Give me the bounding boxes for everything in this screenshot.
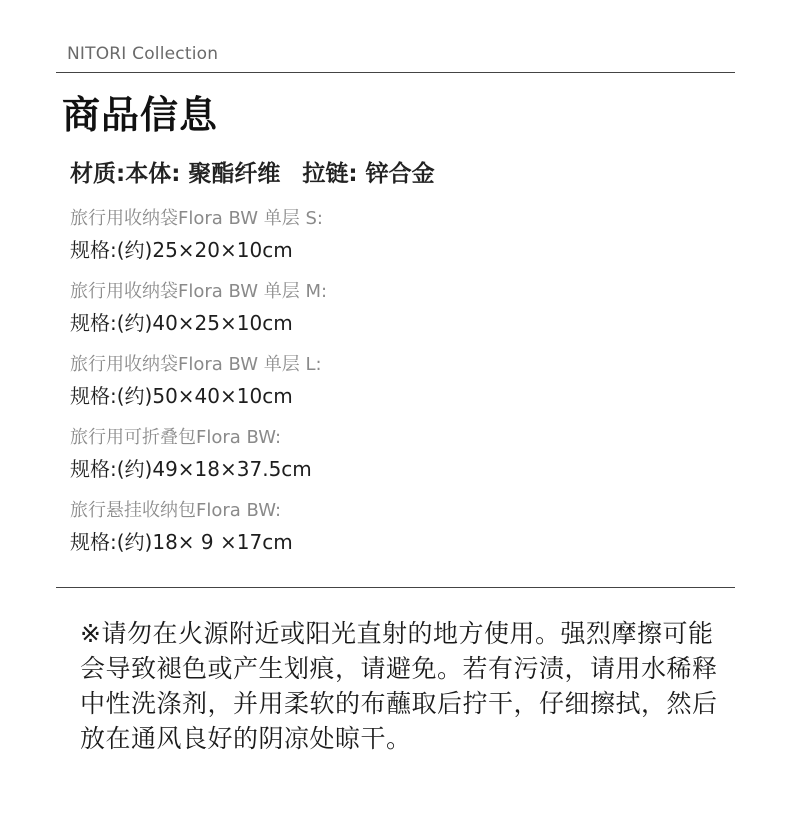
product-item <box>70 278 327 351</box>
section-divider <box>56 587 735 588</box>
product-spec: 规格:(约)49×18×37.5cm <box>70 457 312 481</box>
product-spec: 规格:(约)18× 9 ×17cm <box>70 530 293 554</box>
material-zipper: 拉链: 锌合金 <box>302 161 435 187</box>
brand-name: NITORI Collection <box>67 44 219 64</box>
product-name: 旅行悬挂收纳包Flora BW: <box>70 500 282 521</box>
product-spec: 规格:(约)50×40×10cm <box>70 384 293 408</box>
product-item <box>70 205 327 278</box>
material-body: 材质:本体: 聚酯纤维 <box>70 161 281 187</box>
page-title: 商品信息 <box>62 93 219 137</box>
product-list <box>70 205 327 570</box>
material-line <box>70 155 435 188</box>
product-spec: 规格:(约)25×20×10cm <box>70 238 293 262</box>
product-item <box>70 424 327 497</box>
care-notice: ※请勿在火源附近或阳光直射的地方使用。强烈摩擦可能会导致褪色或产生划痕，请避免。若有污渍，请用水稀释中性洗涤剂，并用柔软的布蘸取后拧干，仔细擦拭，然后放在通风良好的阴凉处晾干。 <box>80 619 718 753</box>
product-item <box>70 497 327 570</box>
product-name: 旅行用收纳袋Flora BW 单层 S: <box>70 208 323 229</box>
product-spec: 规格:(约)40×25×10cm <box>70 311 293 335</box>
product-name: 旅行用可折叠包Flora BW: <box>70 427 282 448</box>
product-item <box>70 351 327 424</box>
product-name: 旅行用收纳袋Flora BW 单层 L: <box>70 354 322 375</box>
top-divider <box>56 72 735 73</box>
product-name: 旅行用收纳袋Flora BW 单层 M: <box>70 281 328 302</box>
